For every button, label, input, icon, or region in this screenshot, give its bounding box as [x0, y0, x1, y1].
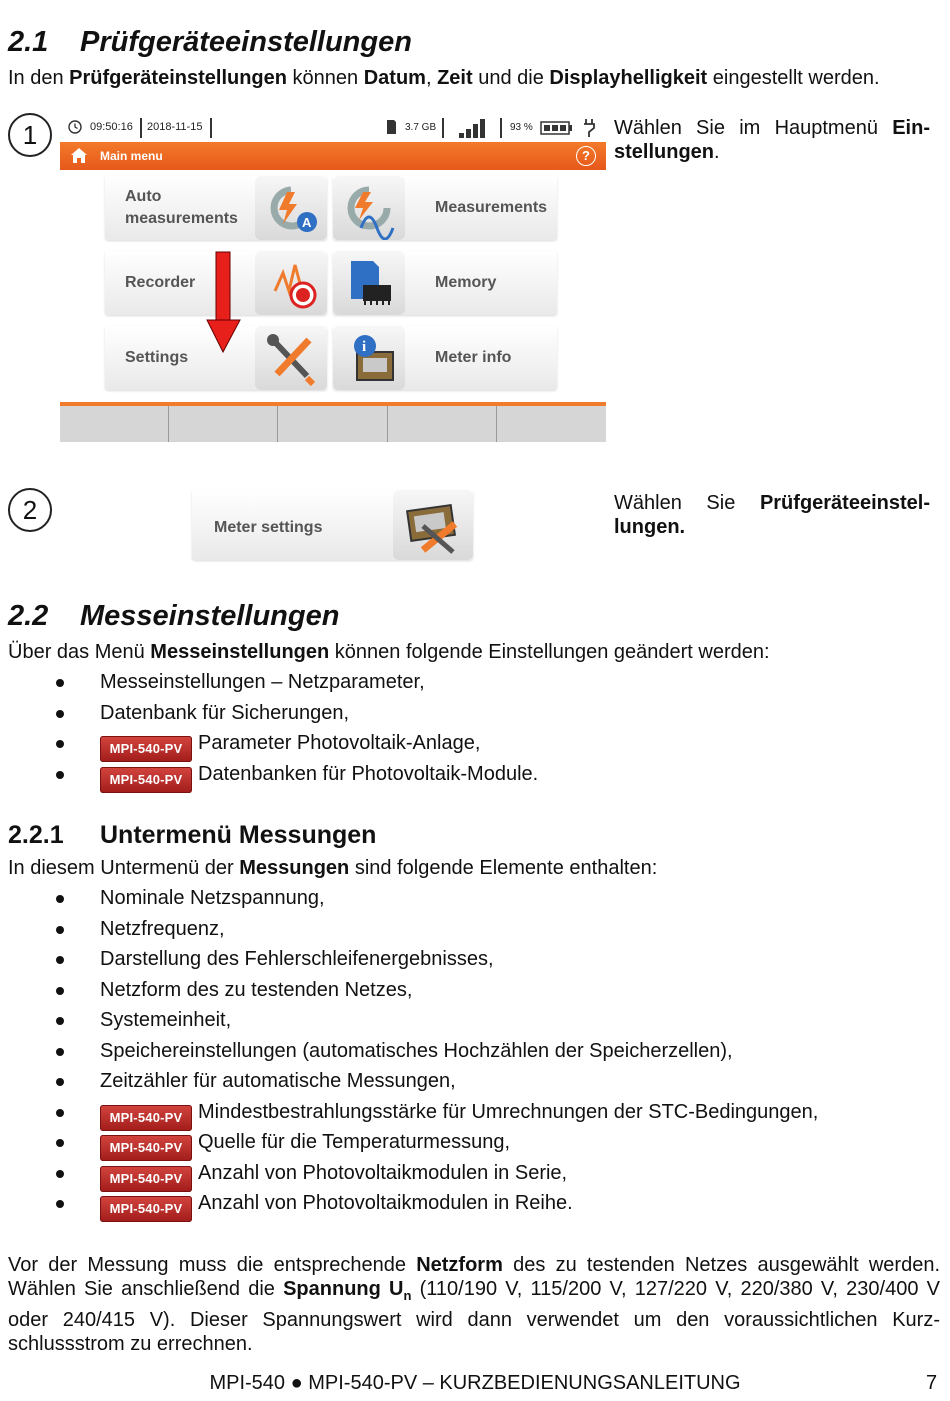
- battery-icon: [540, 121, 574, 135]
- list-item-text: Messeinstellungen – Netzparameter,: [100, 671, 425, 693]
- softkey-4[interactable]: [388, 406, 497, 442]
- bullet-dot: [56, 1170, 64, 1178]
- tile-memory[interactable]: [333, 251, 557, 315]
- tile-label: Recorder: [125, 274, 196, 291]
- help-icon[interactable]: ?: [576, 146, 596, 166]
- plug-icon: [581, 118, 597, 138]
- list-item: [8, 667, 908, 698]
- step-1-marker: 1: [8, 113, 52, 157]
- list-item-text: Datenbank für Sicherungen,: [100, 701, 350, 724]
- section-title: Messeinstellungen: [80, 600, 340, 632]
- bottom-softkey-bar: [60, 402, 606, 442]
- bullet-dot: [56, 740, 64, 748]
- section-2-2-1-heading: [8, 821, 376, 850]
- home-icon[interactable]: [70, 147, 88, 164]
- intro-text: ,: [425, 67, 438, 89]
- list-item: [8, 975, 908, 1006]
- tile-label: Auto measurements: [125, 188, 238, 227]
- red-arrow-indicator: [206, 250, 242, 354]
- divider: [210, 118, 212, 138]
- memory-icon: [333, 251, 405, 315]
- bullet-dot: [56, 771, 64, 779]
- settings-icon: [255, 326, 327, 390]
- divider: [140, 118, 142, 138]
- list-item-text: Anzahl von Photovoltaikmodulen in Reihe.: [198, 1192, 573, 1214]
- list-item: [8, 1127, 908, 1158]
- tile-measurements[interactable]: [333, 176, 557, 240]
- list-item-text: Nominale Netzspannung,: [100, 887, 325, 909]
- section-number: 2.2: [8, 600, 49, 632]
- list-item-text: Systemeinheit,: [100, 1009, 232, 1031]
- device-screen: [60, 114, 606, 444]
- intro-text: können: [286, 67, 364, 89]
- bullet-dot: [56, 956, 64, 964]
- intro-bold: Datum: [363, 67, 426, 89]
- svg-text:i: i: [362, 339, 367, 355]
- list-item: [8, 914, 908, 945]
- step-1-instruction: Wählen Sie im Hauptmenü Ein-stellungen.: [614, 117, 930, 163]
- page-footer: [0, 1372, 950, 1395]
- tile-label: Meter info: [435, 349, 512, 366]
- list-item: [8, 1036, 908, 1067]
- model-badge: MPI-540-PV: [100, 1105, 192, 1131]
- section-2-2-1-intro: In diesem Untermenü der Messungen sind folgende Elemente enthalten:: [8, 857, 658, 879]
- battery-percent: 93 %: [510, 122, 533, 133]
- bullet-dot: [56, 987, 64, 995]
- tile-label: Meter settings: [214, 519, 323, 536]
- bullet-dot: [56, 1017, 64, 1025]
- section-2-1-heading: [8, 26, 412, 59]
- model-badge: MPI-540-PV: [100, 1135, 192, 1161]
- bullet-dot: [56, 1109, 64, 1117]
- tile-meter-info[interactable]: [333, 326, 557, 390]
- signal-icon: [458, 117, 492, 139]
- list-item: [8, 698, 908, 729]
- tile-label: Settings: [125, 349, 189, 366]
- softkey-2[interactable]: [169, 406, 278, 442]
- list-item-text: Speichereinstellungen (automatisches Hochzählen der Speicherzellen),: [100, 1039, 733, 1062]
- list-item: [8, 728, 908, 759]
- softkey-1[interactable]: [60, 406, 169, 442]
- intro-text: In den: [8, 67, 70, 89]
- auto-measurements-icon: [255, 176, 327, 240]
- intro-bold: Displayhelligkeit: [549, 67, 708, 89]
- tile-meter-settings[interactable]: [192, 490, 473, 560]
- bullet-dot: [56, 710, 64, 718]
- model-badge: MPI-540-PV: [100, 767, 192, 793]
- list-item-text: Anzahl von Photovoltaikmodulen in Serie,: [198, 1161, 568, 1184]
- list-item: [8, 1066, 908, 1097]
- divider: [442, 118, 444, 138]
- softkey-5[interactable]: [497, 406, 606, 442]
- sd-card-icon: [385, 119, 397, 135]
- section-number: 2.2.1: [8, 821, 64, 849]
- status-time: 09:50:16: [90, 121, 133, 133]
- section-title: Prüfgeräteeinstellungen: [80, 26, 412, 58]
- bullet-dot: [56, 1078, 64, 1086]
- list-item-text: Netzfrequenz,: [100, 917, 225, 940]
- list-item-text: Zeitzähler für automatische Messungen,: [100, 1070, 456, 1092]
- recorder-icon: [255, 251, 327, 315]
- list-item-text: Parameter Photovoltaik-Anlage,: [198, 732, 481, 754]
- list-item-text: Darstellung des Fehlerschleifenergebnisses,: [100, 948, 494, 970]
- bullet-dot: [56, 1139, 64, 1147]
- intro-text: und die: [472, 67, 550, 89]
- page-number: 7: [926, 1372, 938, 1394]
- status-bar: [60, 114, 606, 142]
- section-title: Untermenü Messungen: [100, 821, 377, 849]
- list-item-text: Datenbanken für Photovoltaik-Module.: [198, 762, 539, 785]
- svg-text:A: A: [302, 215, 312, 230]
- intro-bold: Zeit: [437, 67, 473, 89]
- tile-auto-measurements[interactable]: [105, 176, 327, 240]
- model-badge: MPI-540-PV: [100, 736, 192, 762]
- title-bar: [60, 142, 606, 170]
- menu-title: Main menu: [100, 149, 163, 163]
- section-2-2-heading: [8, 600, 339, 633]
- section-2-2-intro: Über das Menü Messeinstellungen können folgende Einstellungen geändert werden:: [8, 641, 770, 663]
- intro-text: eingestellt werden.: [707, 67, 880, 89]
- list-item-text: Mindestbestrahlungsstärke für Umrechnungen der STC-Bedingungen,: [198, 1100, 819, 1123]
- list-item: [8, 759, 908, 790]
- bullet-dot: [56, 926, 64, 934]
- list-item: [8, 1005, 908, 1036]
- storage-value: 3.7 GB: [405, 122, 437, 133]
- model-badge: MPI-540-PV: [100, 1166, 192, 1192]
- clock-icon: [68, 120, 82, 134]
- list-item: [8, 1097, 908, 1128]
- intro-bold: Prüfgeräteinstellungen: [69, 67, 287, 89]
- meter-settings-icon: [393, 490, 473, 560]
- tile-label: Measurements: [435, 199, 548, 216]
- footer-title: MPI-540 ● MPI-540-PV – KURZBEDIENUNGSANLEITUNG: [209, 1372, 741, 1394]
- list-item-text: Netzform des zu testenden Netzes,: [100, 978, 413, 1001]
- settings-list: [8, 667, 908, 789]
- tile-label: Memory: [435, 274, 497, 291]
- model-badge: MPI-540-PV: [100, 1196, 192, 1222]
- meter-info-icon: [333, 326, 405, 390]
- step-2-marker: 2: [8, 488, 52, 532]
- section-2-1-intro: [8, 66, 880, 90]
- bullet-dot: [56, 1048, 64, 1056]
- step-2-instruction: Wählen Sie Prüfgeräteeinstel-lungen.: [614, 492, 930, 538]
- measurement-items-list: [8, 883, 908, 1219]
- section-number: 2.1: [8, 26, 49, 58]
- divider: [500, 118, 502, 138]
- list-item: [8, 883, 908, 914]
- list-item: [8, 1188, 908, 1219]
- status-date: 2018-11-15: [147, 121, 203, 133]
- measurements-icon: [333, 176, 405, 240]
- bullet-dot: [56, 1200, 64, 1208]
- bullet-dot: [56, 679, 64, 687]
- bullet-dot: [56, 895, 64, 903]
- list-item: [8, 1158, 908, 1189]
- list-item-text: Quelle für die Temperaturmessung,: [198, 1131, 511, 1153]
- softkey-3[interactable]: [278, 406, 388, 442]
- list-item: [8, 944, 908, 975]
- closing-paragraph: Vor der Messung muss die entsprechende Netzform des zu testenden Netzes ausgewählt werden. Wählen Sie anschließend die Spannung $U_n$ (110/190 V, 115/200 V, 127/220 V, 220/380 V, 230/400 V oder 240/415 V). Dieser Spannungswert wird dann verwendet um den voraussichtlichen Kurz-schlussstrom zu errechnen.: [8, 1254, 940, 1355]
